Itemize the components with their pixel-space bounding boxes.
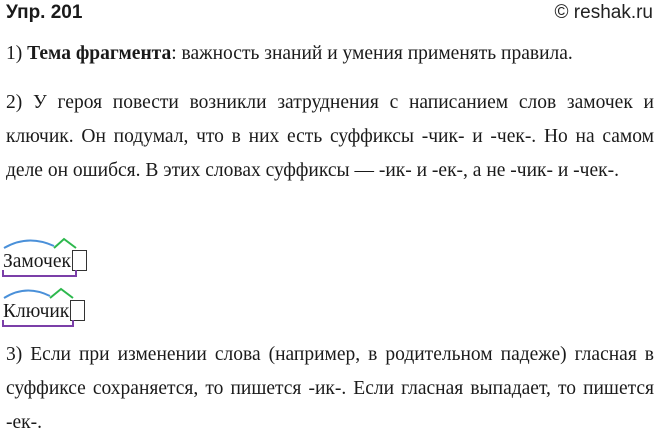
paragraph-1-text: : важность знаний и умения применять правила. <box>171 43 573 64</box>
exercise-number: Упр. 201 <box>6 2 83 23</box>
suffix-mark <box>50 289 73 298</box>
paragraph-1-number: 1) <box>6 43 23 64</box>
root-arc <box>4 240 54 248</box>
morpheme-word-zamochek <box>3 250 87 272</box>
zero-ending-box <box>72 250 87 271</box>
morpheme-word-klyuchik <box>3 300 85 322</box>
suffix-mark <box>54 239 76 248</box>
paragraph-2: 2) У героя повести возникли затруднения с написанием слов замочек и ключик. Он подумал, что в них есть суффиксы -чик- и -чек-. Но на самом деле он ошибся. В этих словах суффиксы — -ик- и -ек-, а не -чик- и -чек-. <box>6 92 654 181</box>
zero-ending-box <box>70 300 85 321</box>
paragraph-1 <box>6 37 654 71</box>
page-header <box>6 0 653 26</box>
topic-label: Тема фрагмента <box>27 43 172 64</box>
word-root: Замоч <box>3 251 53 272</box>
word-root: Ключ <box>3 301 50 322</box>
word-suffix: ек <box>52 251 71 272</box>
word-suffix: ик <box>49 301 70 322</box>
paragraph-3: 3) Если при изменении слова (например, в родительном падеже) гласная в суффиксе сохраняется, то пишется -ик-. Если гласная выпадает, то пишется -ек-. <box>6 344 654 433</box>
root-arc <box>4 290 50 298</box>
source-label: © reshak.ru <box>554 2 653 23</box>
